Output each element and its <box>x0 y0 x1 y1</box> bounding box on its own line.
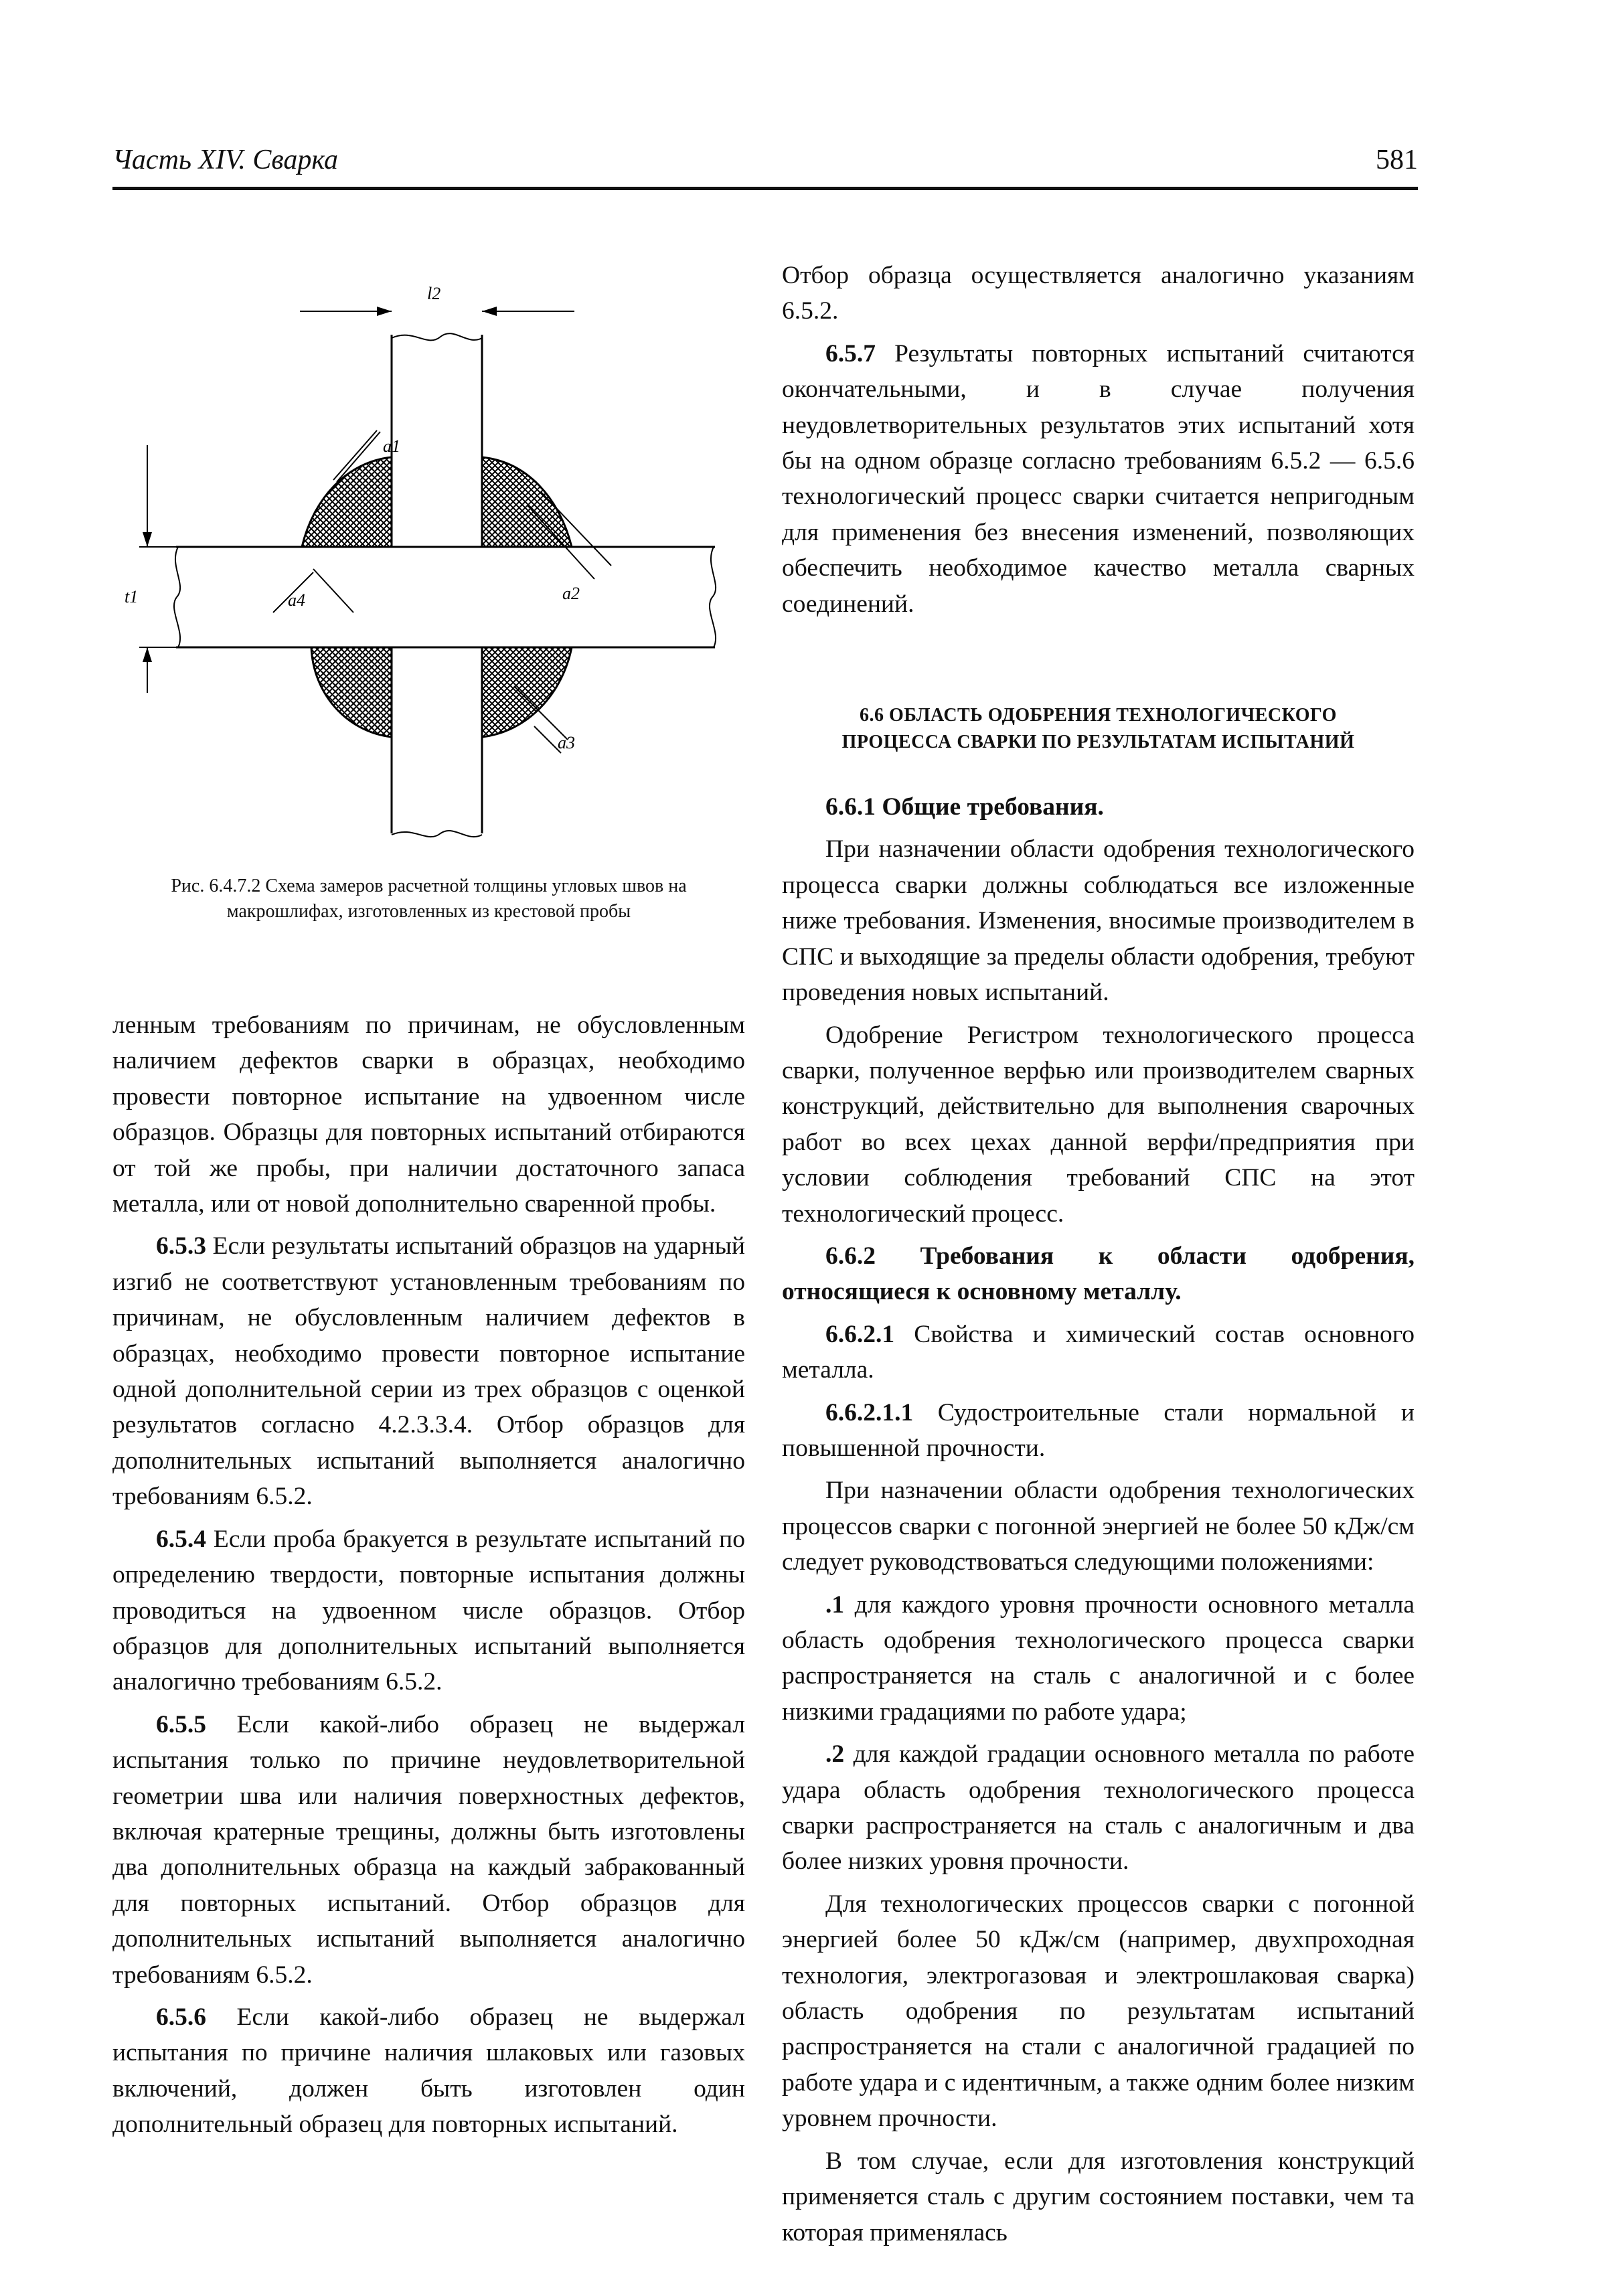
paragraph-6-5-6: 6.5.6 Если какой-либо образец не выдержал испытания по причине наличия шлаковых или газовых включений, должен быть изготовлен один дополнительный образец для повторных испытаний. <box>112 2003 745 2139</box>
paragraph: Отбор образца осуществляется аналогично указаниям 6.5.2. <box>782 262 1415 325</box>
running-title: Часть XIV. Сварка <box>112 145 338 175</box>
break-line-right <box>710 547 716 647</box>
list-number: .2 <box>825 1740 845 1769</box>
vertical-plate-top <box>392 335 482 547</box>
paragraph-6-5-5: 6.5.5 Если какой-либо образец не выдержал испытания только по причине неудовлетворительной геометрии шва или наличия поверхностных дефектов, включая кратерные трещины, должны быть изготовлены два дополнительных образца на каждый забракованный для повторных испытаний. Отбор образцов для дополнительных испытаний выполняется аналогично требованиям 6.5.2. <box>112 1710 745 1989</box>
clause-number: 6.5.5 <box>156 1710 206 1738</box>
paragraph: ленным требованиям по причинам, не обусловленным наличием дефектов сварки в образцах, необходимо провести повторное испытание на удвоенном числе образцов. Образцы для повторных испытаний отбираются от той же пробы, при наличии достаточного запаса металла, или от новой дополнительно сваренной пробы. <box>112 1011 745 1218</box>
paragraph: Для технологических процессов сварки с погонной энергией более 50 кДж/см (например, двухпроходная технология, электрогазовая и электрошлаковая сварка) область одобрения по результатам испытаний распространяется на стали с аналогичной градацией по работе удара и с идентичным, а также одним более низким уровнем прочности. <box>782 1890 1415 2133</box>
section-heading-6-6: 6.6 ОБЛАСТЬ ОДОБРЕНИЯ ТЕХНОЛОГИЧЕСКОГО ПРОЦЕССА СВАРКИ ПО РЕЗУЛЬТАТАМ ИСПЫТАНИЙ <box>841 705 1355 753</box>
paragraph-6-5-4: 6.5.4 Если проба бракуется в результате испытаний по определению твердости, повторные испытания должны проводиться на удвоенном числе образцов. Отбор образцов для дополнительных испытаний выполняется аналогично требованиям 6.5.2. <box>112 1525 745 1696</box>
label-a2: a2 <box>562 584 580 603</box>
list-item-1: .1 для каждого уровня прочности основного металла область одобрения технологического процесса сварки распространяется на сталь с аналогичной и с более низкими градациями по работе удара; <box>782 1590 1415 1726</box>
clause-number: 6.5.6 <box>156 2003 206 2031</box>
page-header <box>112 144 1418 190</box>
paragraph: При назначении области одобрения технологических процессов сварки с погонной энергией не более 50 кДж/см следует руководствоваться следующими положениями: <box>782 1477 1415 1576</box>
clause-number: 6.5.3 <box>156 1232 206 1260</box>
dim-t1-arrows <box>143 532 152 662</box>
throat-a4-line <box>273 569 353 612</box>
paragraph: В том случае, если для изготовления конструкций применяется сталь с другим состоянием поставки, чем та которая применялась <box>782 2147 1415 2246</box>
paragraph-6-5-3: 6.5.3 Если результаты испытаний образцов на ударный изгиб не соответствуют установленным требованиям по причинам, не обусловленным наличием дефектов в образцах, необходимо провести повторное испытание одной дополнительной серии из трех образцов с оценкой результатов согласно 4.2.3.3.4. Отбор образцов для дополнительных испытаний выполняется аналогично требованиям 6.5.2. <box>112 1232 745 1511</box>
paragraph: Одобрение Регистром технологического процесса сварки, полученное верфью или производителем сварных конструкций, действительно для выполнения сварочных работ во всех цехах данной верфи/предприятия при условии соблюдения требований СПС на этот технологический процесс. <box>782 1021 1415 1228</box>
break-line-bottom <box>392 831 482 837</box>
list-item-2: .2 для каждой градации основного металла по работе удара область одобрения технологического процесса сварки распространяется на сталь с аналогичным и два более низких уровня прочности. <box>782 1740 1415 1876</box>
paragraph: При назначении области одобрения технологического процесса сварки должны соблюдаться все изложенные ниже требования. Изменения, вносимые производителем в СПС и выходящие за пределы области одобрения, требуют проведения новых испытаний. <box>782 835 1415 1007</box>
label-t1: t1 <box>125 587 139 606</box>
right-column <box>782 258 1415 2250</box>
subsection-6-6-1: 6.6.1 Общие требования. <box>825 793 1104 821</box>
left-column <box>112 1007 745 2143</box>
clause-number: 6.6.2.1.1 <box>825 1398 914 1426</box>
subsection-6-6-2: 6.6.2 Требования к области одобрения, относящиеся к основному металлу. <box>782 1242 1415 1306</box>
cross-joint-figure <box>112 258 745 961</box>
clause-number: 6.5.7 <box>825 339 876 367</box>
vertical-plate-bottom <box>392 647 482 833</box>
break-line-left <box>174 547 180 647</box>
clause-number: 6.5.4 <box>156 1525 206 1553</box>
clause-number: 6.6.2.1 <box>825 1320 895 1348</box>
weld-lower-right <box>482 647 572 737</box>
label-l2: l2 <box>427 284 441 303</box>
dim-l2-arrows <box>377 307 497 316</box>
figure-caption: Рис. 6.4.7.2 Схема замеров расчетной толщины угловых швов на макрошлифах, изготовленных из крестовой пробы <box>171 876 687 922</box>
weld-lower-left <box>311 647 392 737</box>
page-number: 581 <box>1376 145 1418 175</box>
paragraph-6-6-2-1: 6.6.2.1 Свойства и химический состав основного металла. <box>782 1320 1415 1384</box>
weld-diagram <box>112 258 745 860</box>
break-line-top <box>392 333 482 340</box>
paragraph-6-5-7: 6.5.7 Результаты повторных испытаний считаются окончательными, и в случае получения неудовлетворительных результатов этих испытаний хотя бы на одном образце согласно требованиям 6.5.2 — 6.5.6 технологический процесс сварки считается непригодным для применения без внесения изменений, позволяющих обеспечить необходимое качество металла сварных соединений. <box>782 339 1415 618</box>
horizontal-plate <box>176 547 715 647</box>
paragraph-6-6-2-1-1: 6.6.2.1.1 Судостроительные стали нормальной и повышенной прочности. <box>782 1398 1415 1462</box>
list-number: .1 <box>825 1590 845 1619</box>
label-a3: a3 <box>558 733 575 752</box>
label-a4: a4 <box>288 590 305 610</box>
label-a1: a1 <box>383 436 400 456</box>
weld-upper-right <box>482 457 572 547</box>
